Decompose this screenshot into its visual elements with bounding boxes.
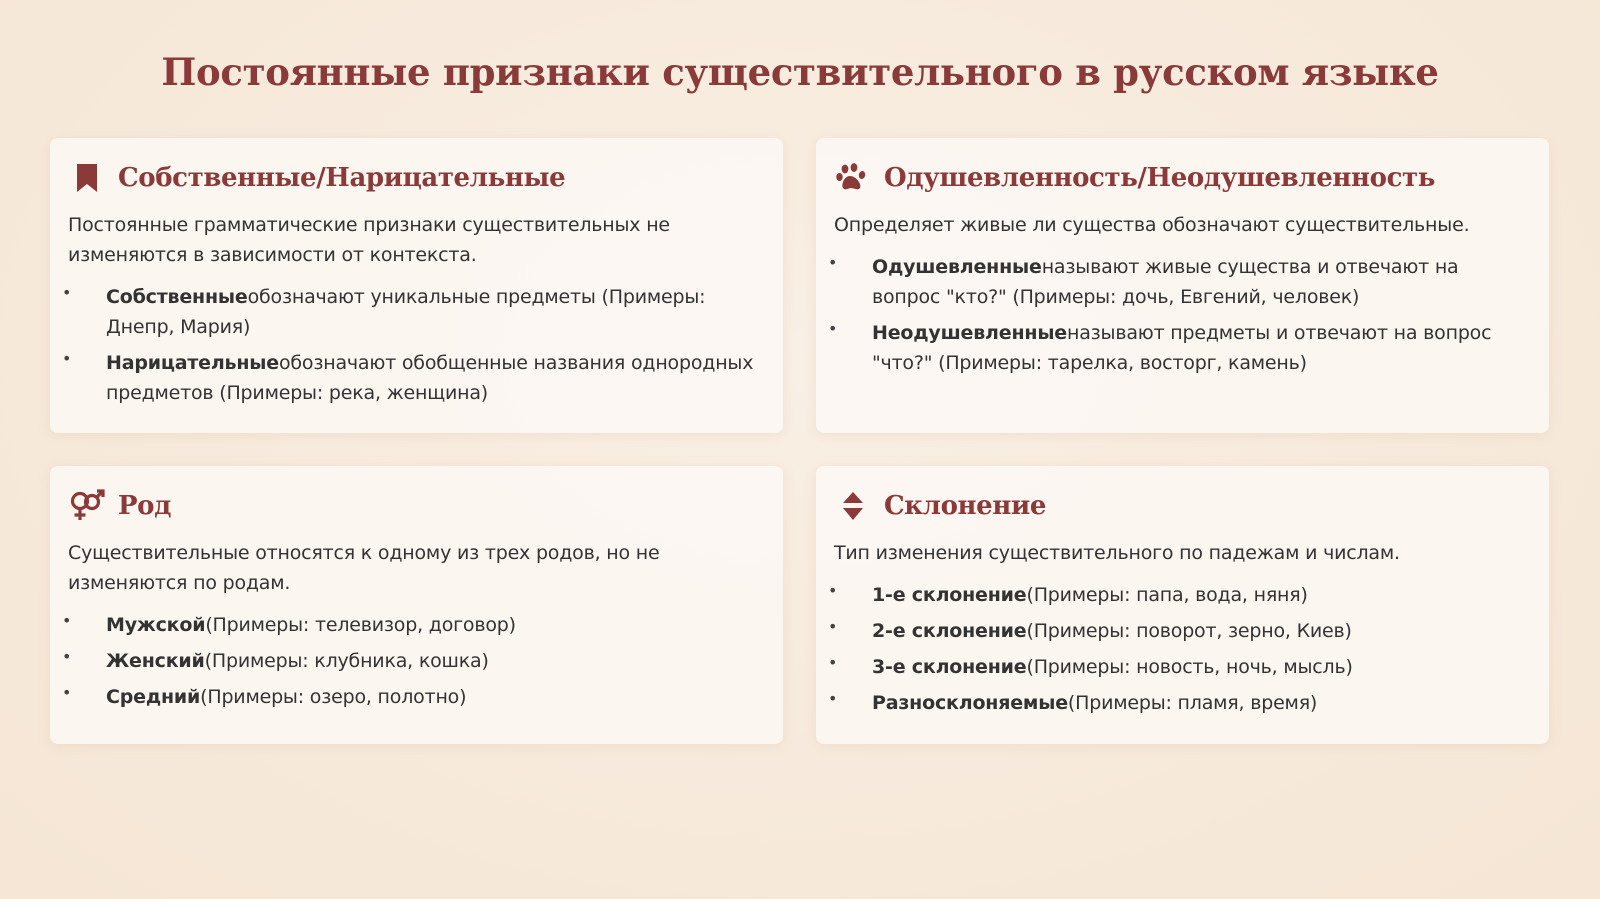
list-item: • Разносклоняемые(Примеры: пламя, время) xyxy=(828,689,1318,714)
item-list xyxy=(62,610,765,712)
item-term: Неодушевленные xyxy=(872,322,1067,344)
item-term: 2-е склонение xyxy=(872,620,1027,642)
card-title: Одушевленность/Неодушевленность xyxy=(884,163,1435,193)
card-description: Тип изменения существительного по падежам и числам. xyxy=(834,542,1400,564)
list-item: • 3-е склонение(Примеры: новость, ночь, мысль) xyxy=(828,653,1353,678)
item-text: называют живые существа и отвечают на вопрос "кто?" (Примеры: дочь, Евгений, человек) xyxy=(872,256,1459,308)
card-proper-common xyxy=(50,138,783,433)
item-list xyxy=(828,252,1531,378)
card-declension xyxy=(816,466,1549,744)
item-term: Средний xyxy=(106,686,201,708)
paw-icon xyxy=(834,160,872,196)
item-text: (Примеры: новость, ночь, мысль) xyxy=(1026,656,1353,678)
item-term: Собственные xyxy=(106,286,248,308)
card-description: Существительные относятся к одному из трех родов, но не изменяются по родам. xyxy=(68,542,660,594)
item-text: обозначают обобщенные названия однородных предметов (Примеры: река, женщина) xyxy=(106,352,754,404)
list-item: • Женский(Примеры: клубника, кошка) xyxy=(62,647,489,672)
item-term: Одушевленные xyxy=(872,256,1042,278)
list-item: • Мужской(Примеры: телевизор, договор) xyxy=(62,611,516,636)
item-list xyxy=(828,580,1531,718)
card-title: Род xyxy=(118,491,172,521)
item-term: Мужской xyxy=(106,614,206,636)
list-item: • Неодушевленныеназывают предметы и отвечают на вопрос "что?" (Примеры: тарелка, восторг, камень) xyxy=(828,319,1492,374)
list-item: • Одушевленныеназывают живые существа и отвечают на вопрос "кто?" (Примеры: дочь, Евгений, человек) xyxy=(828,253,1459,308)
card-title: Собственные/Нарицательные xyxy=(118,163,566,193)
item-text: (Примеры: телевизор, договор) xyxy=(205,614,516,636)
card-title: Склонение xyxy=(884,491,1046,521)
item-text: (Примеры: пламя, время) xyxy=(1067,692,1318,714)
item-term: Разносклоняемые xyxy=(872,692,1068,714)
sort-icon xyxy=(834,488,872,524)
item-term: 1-е склонение xyxy=(872,584,1027,606)
item-text: (Примеры: озеро, полотно) xyxy=(200,686,467,708)
item-text: (Примеры: поворот, зерно, Киев) xyxy=(1026,620,1352,642)
item-text: обозначают уникальные предметы (Примеры: Днепр, Мария) xyxy=(106,286,706,338)
card-header xyxy=(68,488,765,524)
item-term: Нарицательные xyxy=(106,352,279,374)
list-item: • 1-е склонение(Примеры: папа, вода, няня) xyxy=(828,581,1308,606)
item-text: называют предметы и отвечают на вопрос "что?" (Примеры: тарелка, восторг, камень) xyxy=(872,322,1492,374)
item-term: 3-е склонение xyxy=(872,656,1027,678)
gender-icon xyxy=(68,488,106,524)
bookmark-icon xyxy=(68,160,106,196)
card-gender xyxy=(50,466,783,744)
item-term: Женский xyxy=(106,650,205,672)
item-list xyxy=(62,282,765,408)
card-header xyxy=(68,160,765,196)
card-description: Определяет живые ли существа обозначают существительные. xyxy=(834,214,1470,236)
card-header xyxy=(834,488,1531,524)
item-text: (Примеры: клубника, кошка) xyxy=(204,650,489,672)
list-item: • Нарицательныеобозначают обобщенные названия однородных предметов (Примеры: река, женщина) xyxy=(62,349,754,404)
card-header xyxy=(834,160,1531,196)
card-animacy xyxy=(816,138,1549,433)
item-text: (Примеры: папа, вода, няня) xyxy=(1026,584,1308,606)
list-item: • 2-е склонение(Примеры: поворот, зерно, Киев) xyxy=(828,617,1352,642)
page-title: Постоянные признаки существительного в русском языке xyxy=(161,50,1439,94)
list-item: • Средний(Примеры: озеро, полотно) xyxy=(62,683,467,708)
list-item: • Собственныеобозначают уникальные предметы (Примеры: Днепр, Мария) xyxy=(62,283,706,338)
card-description: Постоянные грамматические признаки существительных не изменяются в зависимости от контекста. xyxy=(68,214,670,266)
